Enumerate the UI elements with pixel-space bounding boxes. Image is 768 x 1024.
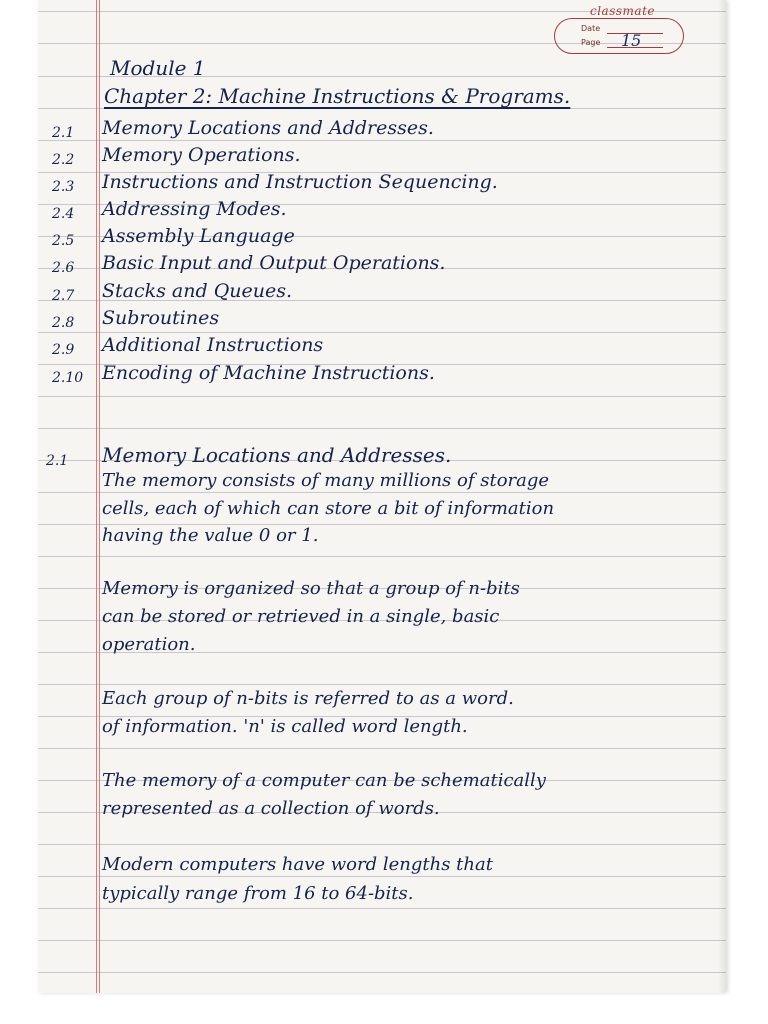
paragraph-line: typically range from 16 to 64-bits. xyxy=(102,883,414,904)
module-title: Module 1 xyxy=(110,56,206,80)
toc-num: 2.5 xyxy=(52,233,75,249)
toc-item: Basic Input and Output Operations. xyxy=(102,252,446,274)
page-number: 15 xyxy=(621,31,642,50)
paragraph-line: can be stored or retrieved in a single, basic xyxy=(102,606,500,627)
toc-num: 2.3 xyxy=(52,179,75,195)
paragraph-line: Memory is organized so that a group of n-bits xyxy=(102,578,520,599)
toc-num: 2.6 xyxy=(52,260,75,276)
toc-num: 2.7 xyxy=(52,288,75,304)
chapter-title: Chapter 2: Machine Instructions & Programs. xyxy=(104,84,571,108)
paragraph-line: The memory consists of many millions of storage xyxy=(102,470,550,491)
paragraph-line: cells, each of which can store a bit of information xyxy=(102,498,555,519)
paragraph-line: represented as a collection of words. xyxy=(102,798,440,819)
toc-item: Subroutines xyxy=(102,307,220,329)
toc-num: 2.8 xyxy=(52,315,75,331)
toc-item: Addressing Modes. xyxy=(102,198,287,220)
toc-item: Stacks and Queues. xyxy=(102,280,293,302)
date-page-box xyxy=(554,18,684,54)
toc-item: Memory Operations. xyxy=(102,144,301,166)
paragraph-line: Each group of n-bits is referred to as a word. xyxy=(102,688,514,709)
toc-num: 2.1 xyxy=(52,125,75,141)
section-heading: Memory Locations and Addresses. xyxy=(102,443,452,467)
toc-item: Assembly Language xyxy=(102,225,295,247)
section-num: 2.1 xyxy=(46,453,69,469)
paragraph-line: operation. xyxy=(102,634,196,655)
toc-num: 2.2 xyxy=(52,152,75,168)
toc-num: 2.9 xyxy=(52,342,75,358)
margin-line xyxy=(96,0,100,993)
paragraph-line: of information. 'n' is called word length. xyxy=(102,716,468,737)
toc-item: Additional Instructions xyxy=(102,334,324,356)
brand-logo: classmate xyxy=(590,4,655,18)
date-label: Date xyxy=(581,24,601,33)
paragraph-line: The memory of a computer can be schematically xyxy=(102,770,546,791)
toc-num: 2.4 xyxy=(52,206,75,222)
paragraph-line: Modern computers have word lengths that xyxy=(102,854,493,875)
toc-num: 2.10 xyxy=(52,370,84,386)
page-label: Page xyxy=(581,38,601,47)
notebook-page xyxy=(38,0,726,993)
paragraph-line: having the value 0 or 1. xyxy=(102,525,319,546)
toc-item: Encoding of Machine Instructions. xyxy=(102,362,435,384)
toc-item: Instructions and Instruction Sequencing. xyxy=(102,171,498,193)
toc-item: Memory Locations and Addresses. xyxy=(102,117,434,139)
